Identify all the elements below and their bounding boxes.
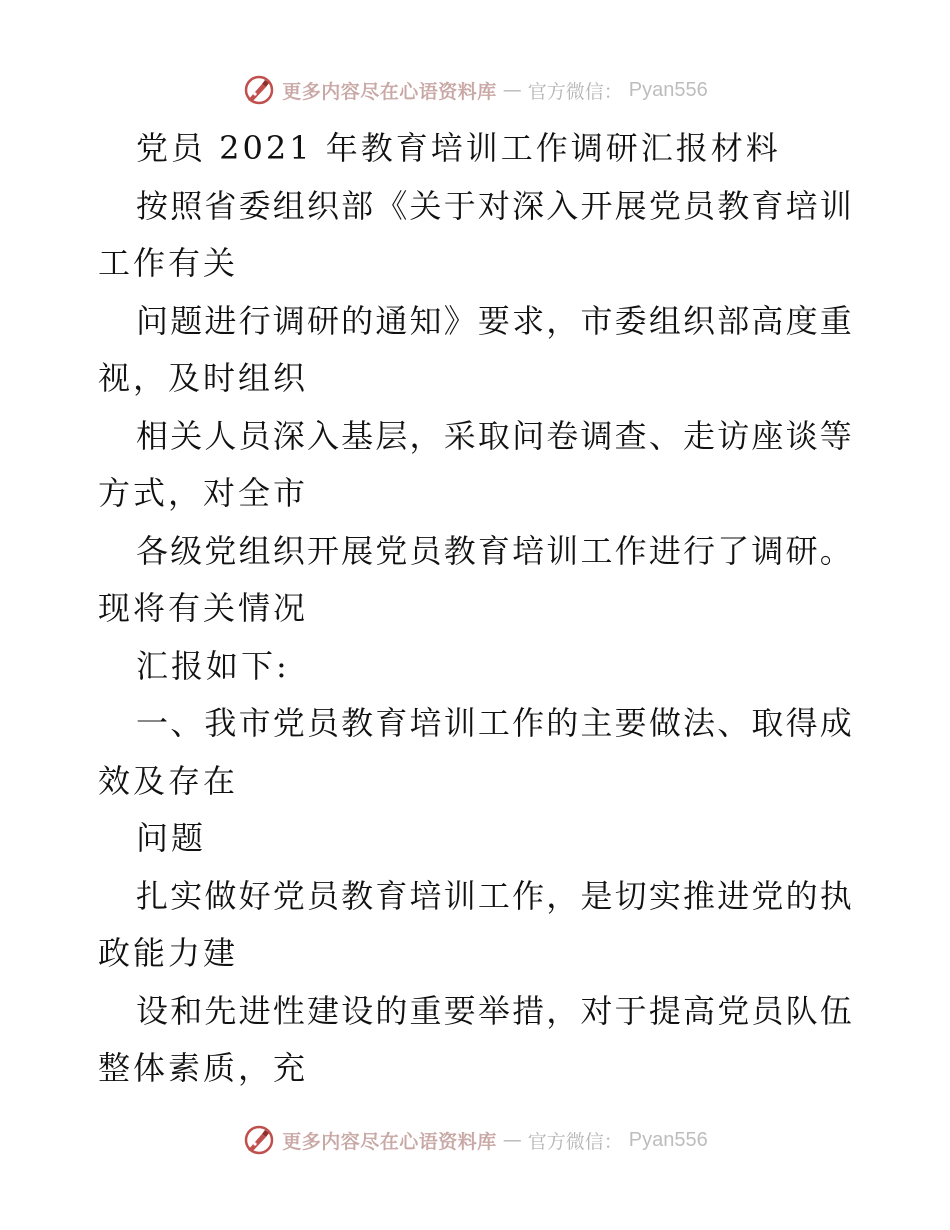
watermark-wechat-label: 官方微信： (527, 1130, 623, 1153)
text-line: 汇报如下: (136, 646, 290, 685)
text-line: 扎 实 做 好 党 员 教 育 培 训 工 作 ， 是 切 实 推 进 党 的 执 (136, 876, 852, 915)
watermark-text: 更多内容尽在心语资料库 (282, 1130, 497, 1153)
pen-logo-icon (242, 73, 276, 107)
section-heading-cont: 效及存在 (98, 761, 239, 800)
text-line: 问 题 进 行 调 研 的 通 知 》 要 求 ， 市 委 组 织 部 高 度 重 (136, 301, 852, 340)
footer-watermark (0, 1120, 950, 1160)
watermark-separator: — (502, 79, 522, 101)
watermark-separator: — (502, 1129, 522, 1151)
text-line: 各 级 党 组 织 开 展 党 员 教 育 培 训 工 作 进 行 了 调 研 。 (136, 531, 852, 570)
text-line: 方式，对全市 (98, 474, 309, 512)
header-watermark (0, 70, 950, 110)
pen-logo-icon (242, 1123, 276, 1157)
document-title: 党员 2021 年教育培训工作调研汇报材料 (136, 129, 781, 167)
text-line: 整体素质，充 (98, 1049, 309, 1087)
text-line: 设 和 先 进 性 建 设 的 重 要 举 措 ， 对 于 提 高 党 员 队 伍 (136, 991, 852, 1030)
text-line: 现将有关情况 (98, 589, 309, 627)
text-line: 按 照 省 委 组 织 部 《 关 于 对 深 入 开 展 党 员 教 育 培 训 (136, 186, 852, 225)
text-line: 相 关 人 员 深 入 基 层 ， 采 取 问 卷 调 查 、 走 访 座 谈 等 (136, 416, 852, 455)
text-line: 工作有关 (98, 244, 239, 282)
watermark-wechat-label: 官方微信： (527, 80, 623, 103)
watermark-wechat-id: Pyan556 (628, 1128, 708, 1151)
section-heading: 一 、 我 市 党 员 教 育 培 训 工 作 的 主 要 做 法 、 取 得 成 (136, 704, 852, 742)
watermark-wechat-id: Pyan556 (628, 78, 708, 101)
text-line: 政能力建 (98, 934, 239, 972)
watermark-text: 更多内容尽在心语资料库 (282, 80, 497, 103)
section-heading-cont: 问题 (136, 819, 207, 857)
text-line: 视，及时组织 (98, 359, 309, 397)
document-body (98, 120, 852, 1098)
